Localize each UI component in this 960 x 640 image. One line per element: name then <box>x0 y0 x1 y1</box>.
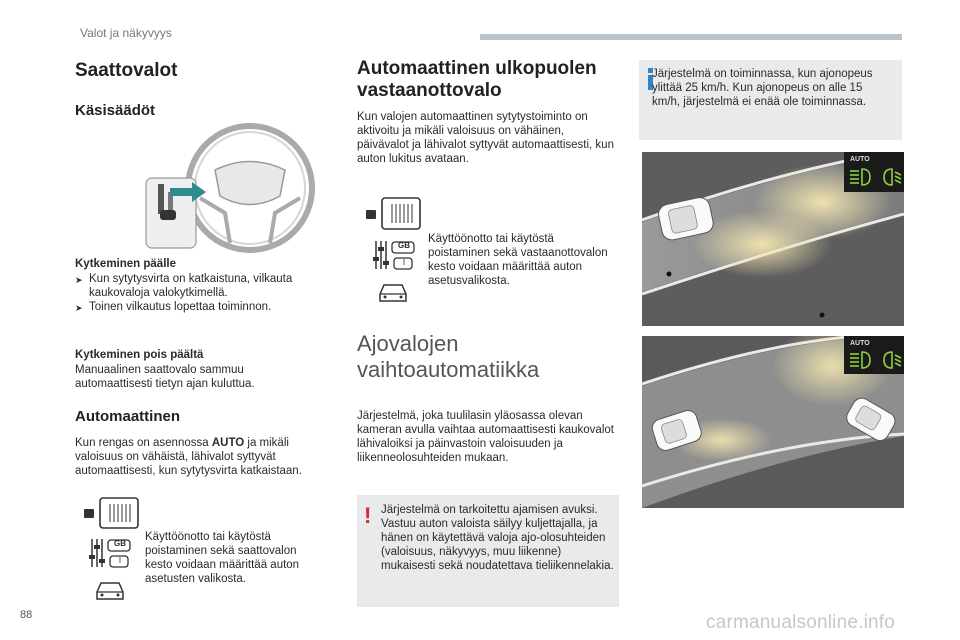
heading-kytkeminen-pois: Kytkeminen pois päältä <box>75 349 204 361</box>
road-illustration-top <box>642 152 904 326</box>
auto-label: AUTO <box>850 340 870 347</box>
heading-automaattinen: Automaattinen <box>75 408 180 425</box>
info-text: Järjestelmä on toiminnassa, kun ajonopeus ylittää 25 km/h. Kun ajonopeus on alle 15 km/h, järjestelmä ei enää ole toiminnassa. <box>652 68 873 108</box>
title-ajovalojen-vaihtoautomatiikka: Ajovalojen vaihtoautomatiikka <box>357 331 540 382</box>
header-bar <box>480 34 902 40</box>
heading-kytkeminen-paalle: Kytkeminen päälle <box>75 258 176 270</box>
beam-text: Järjestelmä, joka tuulilasin yläosassa olevan kameran avulla vaihtaa automaattisesti kaukovalot lähivaloiksi ja päinvastoin valoisuuden ja liikenneolosuhteiden mukaan. <box>357 410 614 464</box>
section-header: Valot ja näkyvyys <box>80 26 172 40</box>
title-saattovalot: Saattovalot <box>75 60 178 81</box>
heading-kasisaadot: Käsisäädöt <box>75 102 156 119</box>
auto-text: Kun rengas on asennossa AUTO ja mikäli valoisuus on vähäistä, lähivalot syttyvät automaattisesti, kun sytytysvirta katkaistaan. <box>75 437 302 477</box>
steering-wheel-illustration <box>140 118 315 256</box>
warning-box <box>357 495 619 607</box>
title-vastaanottovalo: Automaattinen ulkopuolen vastaanottovalo <box>357 58 597 101</box>
watermark: carmanualsonline.info <box>706 612 896 633</box>
menu-display-icon <box>80 497 142 529</box>
auto-low-beam-indicator <box>844 336 904 374</box>
list-item: ➤ Kun sytytysvirta on katkaistuna, vilkauta kaukovaloja valokytkimellä. <box>75 273 293 299</box>
car-front-icon <box>93 578 127 602</box>
headlight-icon <box>848 349 902 371</box>
warning-text: Järjestelmä on tarkoitettu ajamisen avuksi. Vastuu auton valoista säilyy kuljettajalla, ja hänen on käytettävä valoja ajo-olosuhteiden (valoisuus, näkyvyys, muu liikenne) mukaisesti sekä noudatettava tieliikennelakia. <box>381 504 614 572</box>
menu-display-icon <box>362 197 424 231</box>
auto-high-beam-indicator <box>844 152 904 192</box>
col1-settings-text: Käyttöönotto tai käytöstä poistaminen sekä saattovalon kesto voidaan määrittää auton asetusten valikosta. <box>145 531 300 585</box>
bullet-arrow-icon: ➤ <box>75 275 83 285</box>
list-item: ➤ Toinen vilkautus lopettaa toiminnon. <box>75 301 272 313</box>
i-label: I <box>402 258 406 267</box>
col2-intro: Kun valojen automaattinen sytytystoiminto on aktivoitu ja mikäli valoisuus on vähäinen, päivävalot ja lähivalot syttyvät automaattisesti, kun auton lukitus avataan. <box>357 111 614 165</box>
gb-label: GB <box>114 539 126 548</box>
headlight-icon <box>848 166 902 188</box>
warning-icon: ! <box>364 503 372 528</box>
page-number: 88 <box>20 609 33 621</box>
road-illustration-bottom <box>642 336 904 508</box>
i-label: I <box>118 556 122 565</box>
bullet-arrow-icon: ➤ <box>75 303 83 313</box>
off-text: Manuaalinen saattovalo sammuu automaattisesti tietyn ajan kuluttua. <box>75 364 255 390</box>
auto-label: AUTO <box>850 156 870 163</box>
col2-settings-text: Käyttöönotto tai käytöstä poistaminen sekä vastaanottovalon kesto voidaan määrittää auton asetusvalikosta. <box>428 233 608 287</box>
on-bullet-list <box>75 272 325 315</box>
gb-label: GB <box>398 241 410 250</box>
info-box <box>639 60 902 140</box>
car-front-icon <box>376 280 410 304</box>
